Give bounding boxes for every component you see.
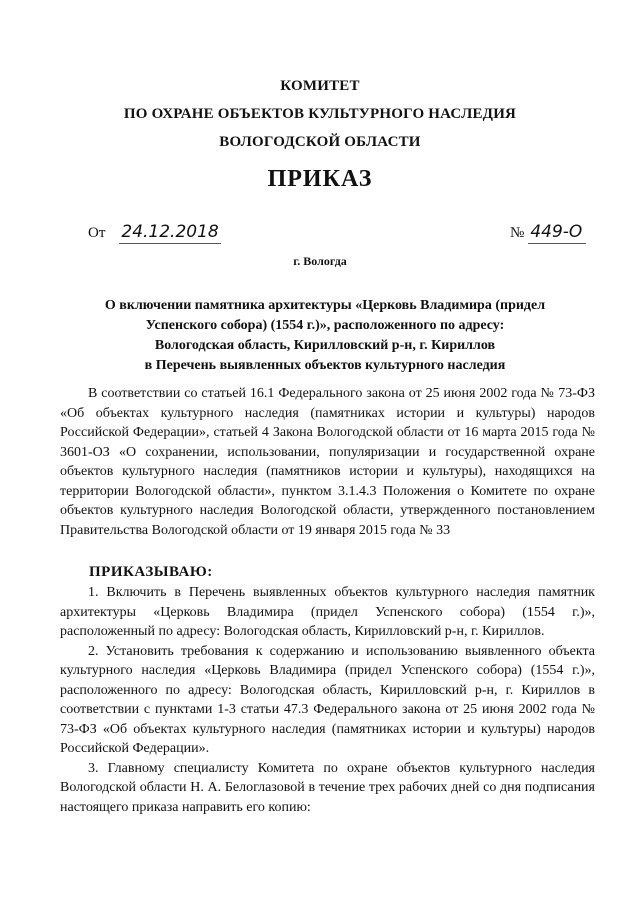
number-prefix: № xyxy=(510,225,525,241)
org-name-line-1: КОМИТЕТ xyxy=(280,78,360,94)
document-type: ПРИКАЗ xyxy=(267,166,373,192)
preamble-paragraph: В соответствии со статьей 16.1 Федерального закона от 25 июня 2002 года № 73-ФЗ «Об объектах культурного наследия (памятниках истории и культуры) народов Российской Федерации», статьей 4 Закона Вологодской области от 16 марта 2015 года № 3601-ОЗ «О сохранении, использовании, популяризации и государственной охране объектов культурного наследия (памятников истории и культуры), находящихся на территории Вологодской области», пунктом 3.1.4.3 Положения о Комитете по охране объектов культурного наследия Вологодской области, утвержденного постановлением Правительства Вологодской области от 19 января 2015 года № 33 xyxy=(60,386,595,538)
title-line: в Перечень выявленных объектов культурного наследия xyxy=(144,358,506,373)
title-line: Вологодская область, Кирилловский р-н, г. Кириллов xyxy=(154,338,496,353)
document-title xyxy=(90,296,560,376)
title-line: Успенского собора) (1554 г.)», расположенного по адресу: xyxy=(145,318,505,333)
order-item-3: 3. Главному специалисту Комитета по охране объектов культурного наследия Вологодской области Н. А. Белоглазовой в течение трех рабочих дней со дня подписания настоящего приказа направить его копию: xyxy=(60,760,595,815)
org-name-line-2: ПО ОХРАНЕ ОБЪЕКТОВ КУЛЬТУРНОГО НАСЛЕДИЯ xyxy=(123,106,517,122)
date-field xyxy=(88,222,221,244)
order-heading: ПРИКАЗЫВАЮ: xyxy=(89,564,213,580)
order-items xyxy=(60,583,595,817)
order-item-2: 2. Установить требования к содержанию и использованию выявленного объекта культурного наследия «Церковь Владимира (придел Успенского собора) (1554 г.)», расположенного по адресу: Вологодская область, Кирилловский р-н, г. Кириллов в соответствии с пунктами 1-3 статьи 47.3 Федерального закона от 25 июня 2002 года № 73-ФЗ «Об объектах культурного наследия (памятниках истории и культуры) народов Российской Федерации». xyxy=(60,643,595,756)
title-line: О включении памятника архитектуры «Церковь Владимира (придел xyxy=(104,298,546,313)
date-prefix: От xyxy=(88,225,106,241)
order-item-1: 1. Включить в Перечень выявленных объектов культурного наследия памятник архитектуры «Церковь Владимира (придел Успенского собора) (1554 г.)», расположенный по адресу: Вологодская область, Кирилловский р-н, г. Кириллов. xyxy=(60,585,595,639)
city-line: г. Вологда xyxy=(293,254,347,268)
date-value: 24.12.2018 xyxy=(121,222,219,242)
org-name-line-3: ВОЛОГОДСКОЙ ОБЛАСТИ xyxy=(219,134,421,150)
number-value: 449-О xyxy=(528,222,586,244)
number-field xyxy=(510,222,586,244)
